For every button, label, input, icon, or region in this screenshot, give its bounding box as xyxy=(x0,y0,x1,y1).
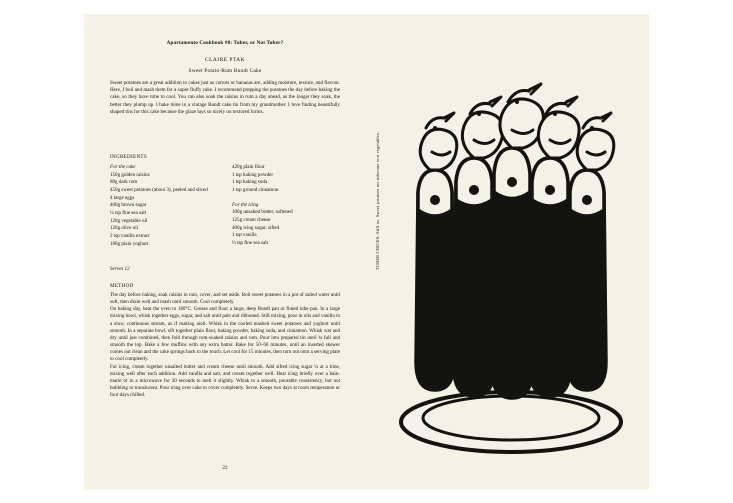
ingredient-item: ¼ tsp fine sea salt xyxy=(110,209,147,216)
page-number: 22 xyxy=(222,465,228,471)
ingredient-item: 1 tsp baking soda xyxy=(232,179,268,186)
ingredient-item: 400g brown sugar xyxy=(110,202,147,209)
method-paragraph: On baking day, heat the oven to 180°C. Grease and flour a large, deep Bundt pan or fluted tube pan. In a large mixing bowl, whisk together eggs, sugar, and salt until pale and ribboned. Still mixing, pour in oils and vanilla in a slow, continuous stream, as if making aioli. Whisk in the cooled mashed sweet potatoes and yoghurt until smooth. In a separate bowl, sift together plain flour, baking powder, baking soda, and cinnamon. Whisk wet and dry until just combined, then fold through rum-soaked raisins and rum. Pour into prepared tin until ¾ full and smooth the top. Bake a few muffins with any extra batter. Bake for 50–60 minutes, until an inserted skewer comes out clean and the cake springs back to the touch. Let cool for 15 minutes, then turn out onto a serving plate to cool completely. xyxy=(110,306,340,363)
recipe-intro: Sweet potatoes are a great addition to cakes just as carrots or bananas are, adding moisture, texture, and flavour. Here, I boil and mash them for a super fluffy cake. I recommend prepping the potatoes the day before baking the cake, so they have time to cool. You can also soak the raisins in rum a day ahead, as the longer they soak, the better they plump up. I bake mine in a vintage Bundt cake tin from my grandmother. I love finding beautifully shaped tins for this cake because the glaze lays so nicely on textured forms. xyxy=(110,80,340,115)
ingredient-item: 125g cream cheese xyxy=(232,216,271,223)
bird-left xyxy=(420,113,457,170)
ingredients-subheading-icing: For the icing xyxy=(232,201,259,208)
ingredient-item: 1 tsp baking powder xyxy=(232,171,274,178)
right-page xyxy=(366,14,649,489)
ingredient-item: 4 large eggs xyxy=(110,194,135,201)
ingredient-item: 120g olive oil xyxy=(110,225,139,232)
ingredient-item: 1 tsp ground cinnamon xyxy=(232,186,279,193)
ingredient-item: 180g plain yoghurt xyxy=(110,240,149,247)
running-head: Apartamento Cookbook #8: Tuber, or Not Tuber? xyxy=(166,40,284,46)
cake-plate xyxy=(401,392,621,452)
left-page xyxy=(84,14,367,489)
bird-center-right xyxy=(538,97,579,158)
author-byline: CLAIRE PTAK xyxy=(205,57,245,63)
ingredient-item: 400g icing sugar, sifted xyxy=(232,224,280,231)
method-paragraph: For icing, cream together unsalted butter and cream cheese until smooth. Add sifted icing sugar ¼ at a time, mixing well after each addition. Add vanilla and salt, and cream together well. Heat icing briefly over a bain-marie or in a microwave for 30 seconds to melt it slightly. Whisk to a smooth, pourable consistency, but not bubbling or translucent. Pour icing over cake to cover completely. Serve. Keeps two days at room temperature or four days chilled. xyxy=(110,363,340,399)
bird-center xyxy=(500,84,543,148)
ingredient-item: 80g dark rum xyxy=(110,179,138,186)
illustration-svg xyxy=(386,32,636,472)
ingredient-item: 450g sweet potatoes (about 3), peeled and sliced xyxy=(110,186,208,193)
ingredient-item: 1 tsp vanilla xyxy=(232,232,257,239)
ingredient-item: ½ tsp fine sea salt xyxy=(232,239,269,246)
method-paragraph: The day before baking, soak raisins in rum, cover, and set aside. Boil sweet potatoes in a pot of salted water until soft, then drain well and mash until smooth. Cool completely. xyxy=(110,292,340,306)
ingredient-item: 420g plain flour xyxy=(232,164,265,170)
ingredient-item: 100g unsalted butter, softened xyxy=(232,209,293,216)
ingredients-heading: INGREDIENTS xyxy=(110,154,147,160)
serves-line: Serves 12 xyxy=(110,266,130,272)
illustration-caption: TUBER CHICKS: Still no. Sweet potatoes are tuberous root vegetables. xyxy=(375,132,380,270)
ingredient-item: 120g vegetable oil xyxy=(110,217,148,224)
method-heading: METHOD xyxy=(110,283,134,289)
bundt-cake-illustration xyxy=(386,32,636,472)
ingredients-column-dry-icing xyxy=(232,164,340,248)
recipe-title: Sweet Potato-Rum Bundt Cake xyxy=(188,68,262,74)
ingredient-item: 150g golden raisins xyxy=(110,171,150,178)
bird-right xyxy=(577,113,614,170)
ingredients-subheading-cake: For the cake xyxy=(110,164,136,170)
bird-center-left xyxy=(462,97,503,158)
ingredient-item: 2 tsp vanilla extract xyxy=(110,232,150,239)
method-body xyxy=(110,292,340,399)
ingredients-column-cake xyxy=(110,164,218,248)
